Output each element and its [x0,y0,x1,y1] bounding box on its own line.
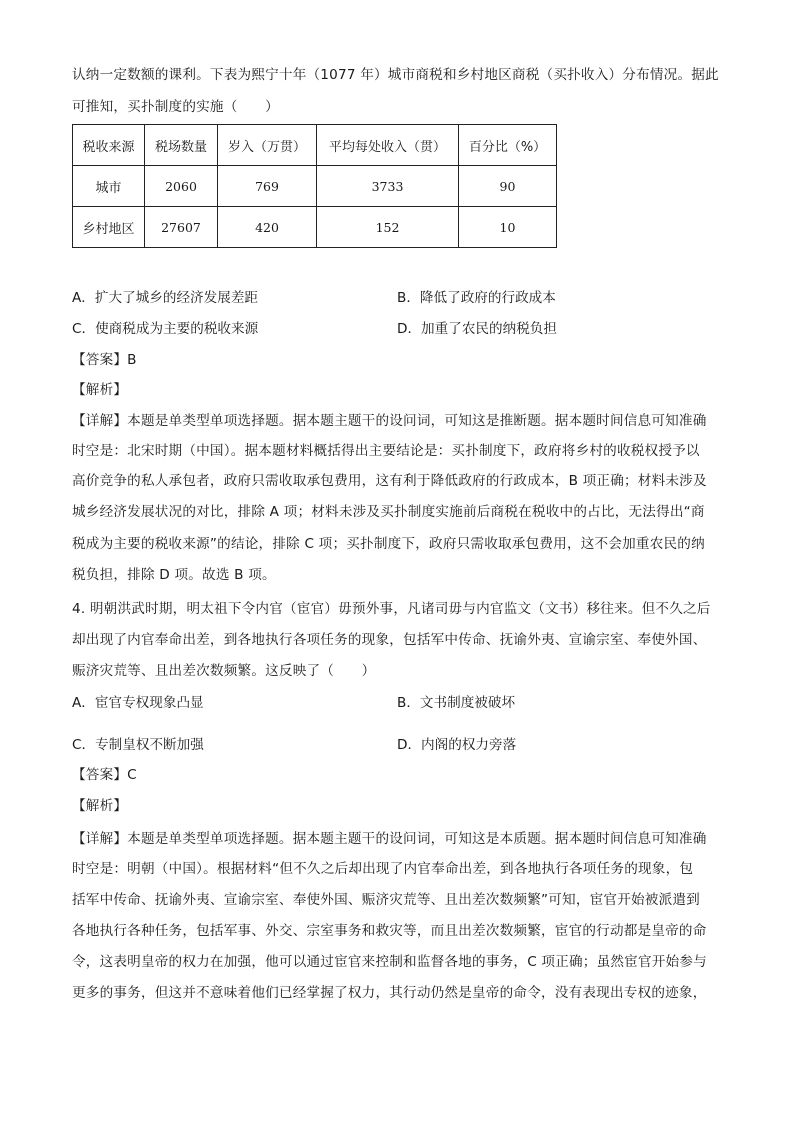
q4-detail-line: 时空是：明朝（中国）。根据材料“但不久之后却出现了内官奉命出差，到各地执行各项任务的现象，包 [72,861,694,877]
q4-stem-line: 4. 明朝洪武时期，明太祖下令内官（宦官）毋预外事，凡诸司毋与内官监文（文书）移往来。但不久之后 [72,601,711,617]
q4-option-b: B．文书制度被破坏 [397,695,516,711]
q4-option-c: C．专制皇权不断加强 [72,737,204,753]
q3-analysis-label: 【解析】 [72,382,128,398]
q3-detail-line: 【详解】本题是单类型单项选择题。据本题主题干的设问词，可知这是推断题。据本题时间信息可知准确 [72,413,707,429]
q3-detail-line: 时空是：北宋时期（中国）。据本题材料概括得出主要结论是：买扑制度下，政府将乡村的收税权授予以 [72,443,700,459]
q3-option-d: D．加重了农民的纳税负担 [397,321,557,337]
q4-detail-line: 各地执行各种任务，包括军事、外交、宗室事务和救灾等，而且出差次数频繁，宦官的行动都是皇帝的命 [72,923,707,939]
q4-detail-line: 更多的事务，但这并不意味着他们已经掌握了权力，其行动仍然是皇帝的命令，没有表现出专权的迹象， [72,985,707,1001]
q3-option-c: C．使商税成为主要的税收来源 [72,321,259,337]
table-header-row [73,125,557,166]
table-row [73,166,557,207]
table-cell: 2060 [145,166,218,207]
table-cell: 769 [218,166,317,207]
table-cell: 乡村地区 [73,207,145,248]
q4-option-d: D．内阁的权力旁落 [397,737,517,753]
q3-answer: 【答案】B [72,352,137,368]
header-cell: 百分比（%） [459,125,557,166]
table-cell: 90 [459,166,557,207]
q4-detail-line: 令，这表明皇帝的权力在加强，他可以通过宦官来控制和监督各地的事务，C 项正确；虽然宦官开始参与 [72,954,707,970]
q4-analysis-label: 【解析】 [72,798,128,814]
header-cell: 税收来源 [73,125,145,166]
table-cell: 城市 [73,166,145,207]
q4-stem-line: 赈济灾荒等、且出差次数频繁。这反映了（ ） [72,663,376,679]
q3-detail-line: 税成为主要的税收来源”的结论，排除 C 项；买扑制度下，政府只需收取承包费用，这不会加重农民的纳 [72,536,705,552]
q3-detail-line: 城乡经济发展状况的对比，排除 A 项；材料未涉及买扑制度实施前后商税在税收中的占比，无法得出“商 [72,504,705,520]
q3-option-a: A．扩大了城乡的经济发展差距 [72,290,259,306]
header-cell: 税场数量 [145,125,218,166]
table-cell: 152 [317,207,459,248]
q3-stem-line-2: 可推知，买扑制度的实施（ ） [72,99,279,115]
header-cell: 岁入（万贯） [218,125,317,166]
table-cell: 420 [218,207,317,248]
q4-detail-line: 括军中传命、抚谕外夷、宣谕宗室、奉使外国、赈济灾荒等、且出差次数频繁”可知，宦官开始被派遣到 [72,892,700,908]
q3-detail-line: 高价竞争的私人承包者，政府只需收取承包费用，这有利于降低政府的行政成本，B 项正确；材料未涉及 [72,473,707,489]
q4-detail-line: 【详解】本题是单类型单项选择题。据本题主题干的设问词，可知这是本质题。据本题时间信息可知准确 [72,831,707,847]
q3-stem-line-1: 认纳一定数额的课利。下表为熙宁十年（1077 年）城市商税和乡村地区商税（买扑收入）分布情况。据此 [72,67,719,83]
q3-detail-line: 税负担，排除 D 项。故选 B 项。 [72,567,276,583]
table-cell: 10 [459,207,557,248]
table-cell: 3733 [317,166,459,207]
table-cell: 27607 [145,207,218,248]
tax-table [72,124,557,248]
q4-option-a: A．宦官专权现象凸显 [72,695,204,711]
q3-option-b: B．降低了政府的行政成本 [397,290,556,306]
q4-answer: 【答案】C [72,767,137,783]
header-cell: 平均每处收入（贯） [317,125,459,166]
q4-stem-line: 却出现了内官奉命出差，到各地执行各项任务的现象，包括军中传命、抚谕外夷、宣谕宗室、奉使外国、 [72,632,707,648]
table-row [73,207,557,248]
